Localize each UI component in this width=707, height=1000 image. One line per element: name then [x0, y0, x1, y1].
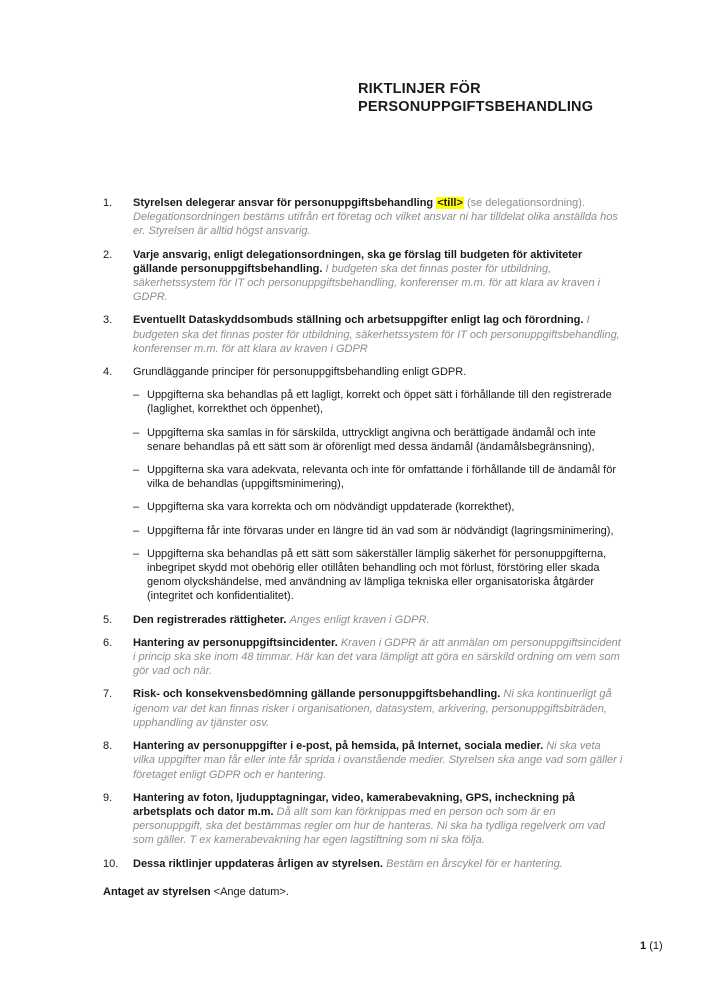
item-body — [133, 791, 624, 848]
item-number: 2. — [103, 248, 113, 261]
item-note: Ni ska kontinuerligt gå igenom var det kan finnas risker i organisationen, datasystem, arkivering, personuppgiftsbiträden, upphandling av tjänster osv. — [133, 688, 612, 729]
date-placeholder[interactable]: <Ange datum>. — [213, 886, 289, 898]
bullet-text: Uppgifterna ska behandlas på ett lagligt, korrekt och öppet sätt i förhållande till den registrerade (laglighet, korrekthet och öppenhet), — [147, 389, 612, 416]
adoption-label: Antaget av styrelsen — [103, 886, 211, 898]
item-paragraph — [133, 687, 624, 730]
item-note: Delegationsordningen bestäms utifrån ert företag och vilket ansvar ni har tilldelat olika anställda hos er. Styrelsen är alltid högst ansvarig. — [133, 211, 618, 238]
list-item — [103, 636, 624, 679]
bullet-item — [133, 426, 624, 454]
document-title — [358, 80, 593, 116]
item-body — [133, 196, 624, 239]
dash-marker: – — [133, 464, 140, 477]
item-number: 8. — [103, 740, 113, 753]
item-heading: Dessa riktlinjer uppdateras årligen av styrelsen. — [133, 857, 384, 870]
bullet-item — [133, 388, 624, 416]
item-number: 1. — [103, 197, 113, 209]
item-heading: Hantering av personuppgifter i e-post, på hemsida, på Internet, sociala medier. — [133, 740, 544, 753]
item-heading-suffix: (se delegationsordning). — [466, 197, 585, 209]
page-number-current: 1 — [640, 940, 647, 952]
item-paragraph — [133, 365, 624, 379]
item-number: 4. — [103, 366, 113, 379]
item-heading: Hantering av foton, ljudupptagningar, video, kamerabevakning, GPS, incheckning på arbetsplats och dator m.m. — [133, 791, 575, 818]
list-item — [103, 857, 624, 871]
bullet-item — [133, 524, 624, 538]
item-body — [133, 739, 624, 782]
list-item — [103, 313, 624, 356]
item-paragraph — [133, 613, 624, 627]
dash-marker: – — [133, 547, 140, 560]
document-title-line2: PERSONUPPGIFTSBEHANDLING — [358, 99, 594, 115]
item-note: Bestäm en årscykel för er hantering. — [386, 857, 563, 870]
item-note: I budgeten ska det finnas poster för utbildning, säkerhetssystem för IT och personuppgiftsbehandling, konferenser m.m. för att klara av kraven i GDPR. — [133, 262, 601, 304]
item-body — [133, 248, 624, 305]
bullet-item — [133, 547, 624, 604]
fill-in-placeholder[interactable]: <till> — [437, 197, 463, 209]
item-number: 6. — [103, 636, 113, 649]
item-body — [133, 687, 624, 730]
list-item — [103, 739, 624, 782]
bullet-item — [133, 500, 624, 514]
item-heading: Hantering av personuppgiftsincidenter. — [133, 636, 338, 649]
item-body — [133, 613, 624, 627]
numbered-list — [103, 196, 624, 880]
item-number: 5. — [103, 613, 113, 626]
bullet-text: Uppgifterna ska behandlas på ett sätt som säkerställer lämplig säkerhet för personuppgifterna, inbegripet skydd mot obehörig eller otillåten behandling och mot förlust, förstöring eller skada genom olyckshändelse, med användning av lämpliga tekniska eller organisatoriska åtgärder (integritet och konfidentialitet). — [147, 547, 607, 603]
item-heading: Styrelsen delegerar ansvar för personuppgiftsbehandling — [133, 197, 434, 209]
list-item — [103, 248, 624, 305]
document-title-line1: RIKTLINJER FÖR — [358, 81, 481, 97]
page-number — [640, 939, 663, 953]
item-body — [133, 365, 624, 604]
item-paragraph — [133, 857, 624, 871]
bullet-text: Uppgifterna ska samlas in för särskilda, uttryckligt angivna och berättigade ändamål och inte senare behandlas på ett sätt som är oförenligt med dessa ändamål (ändamålsbegränsning), — [147, 426, 596, 453]
adoption-line — [103, 885, 289, 899]
item-heading: Eventuellt Dataskyddsombuds ställning och arbetsuppgifter enligt lag och förordning. — [133, 314, 584, 327]
item-paragraph — [133, 791, 624, 848]
dash-marker: – — [133, 501, 140, 514]
item-paragraph — [133, 248, 624, 305]
item-number: 7. — [103, 688, 113, 701]
item-heading: Risk- och konsekvensbedömning gällande personuppgiftsbehandling. — [133, 688, 501, 701]
list-item — [103, 196, 624, 239]
bullet-text: Uppgifterna ska vara korrekta och om nödvändigt uppdaterade (korrekthet), — [147, 501, 515, 514]
item-note: Kraven i GDPR är att anmälan om personuppgiftsincident i princip ska ske inom 48 timmar. Här kan det vara lämpligt att göra en särskild ordning om vem som gör vad och när. — [133, 636, 621, 678]
item-body — [133, 857, 624, 871]
item-paragraph — [133, 739, 624, 782]
item-body — [133, 313, 624, 356]
bullet-text: Uppgifterna ska vara adekvata, relevanta och inte för omfattande i förhållande till de ändamål för vilka de behandlas (uppgiftsminimering), — [147, 464, 616, 491]
dash-marker: – — [133, 524, 140, 537]
item-paragraph — [133, 313, 624, 356]
list-item — [103, 687, 624, 730]
dash-marker: – — [133, 426, 140, 439]
page-number-total: (1) — [649, 940, 663, 952]
item-number: 10. — [103, 857, 119, 870]
bullet-text: Uppgifterna får inte förvaras under en längre tid än vad som är nödvändigt (lagringsminimering), — [147, 524, 614, 537]
item-paragraph — [133, 636, 624, 679]
list-item — [103, 791, 624, 848]
item-body — [133, 636, 624, 679]
bullet-item — [133, 463, 624, 491]
item-note: Då allt som kan förknippas med en person och som är en personuppgift, ska det bestämmas regler om hur de hanteras. Ni ska ha tydliga regelverk om vad som gäller. T ex kamerabevakning har egen lagstiftning som ni ska följa. — [133, 805, 606, 847]
item-heading: Varje ansvarig, enligt delegationsordningen, ska ge förslag till budgeten för aktiviteter gällande personuppgiftsbehandling. — [133, 248, 583, 275]
item-note: Anges enligt kraven i GDPR. — [289, 613, 430, 626]
dash-marker: – — [133, 389, 140, 402]
list-item — [103, 365, 624, 604]
list-item — [103, 613, 624, 627]
item-bullets — [133, 388, 624, 603]
item-number: 9. — [103, 791, 113, 804]
item-note: Ni ska veta vilka uppgifter man får eller inte får sprida i ovanstående medier. Styrelsen ska ange vad som gäller i företaget enligt GDPR och er hantering. — [133, 740, 623, 781]
item-paragraph — [133, 196, 624, 239]
item-heading: Den registrerades rättigheter. — [133, 613, 287, 626]
item-heading: Grundläggande principer för personuppgiftsbehandling enligt GDPR. — [133, 366, 467, 379]
item-number: 3. — [103, 314, 113, 327]
item-note: I budgeten ska det finnas poster för utbildning, säkerhetssystem för IT och personuppgiftsbehandling, konferenser m.m. för att klara av kraven i GDPR — [133, 314, 620, 355]
